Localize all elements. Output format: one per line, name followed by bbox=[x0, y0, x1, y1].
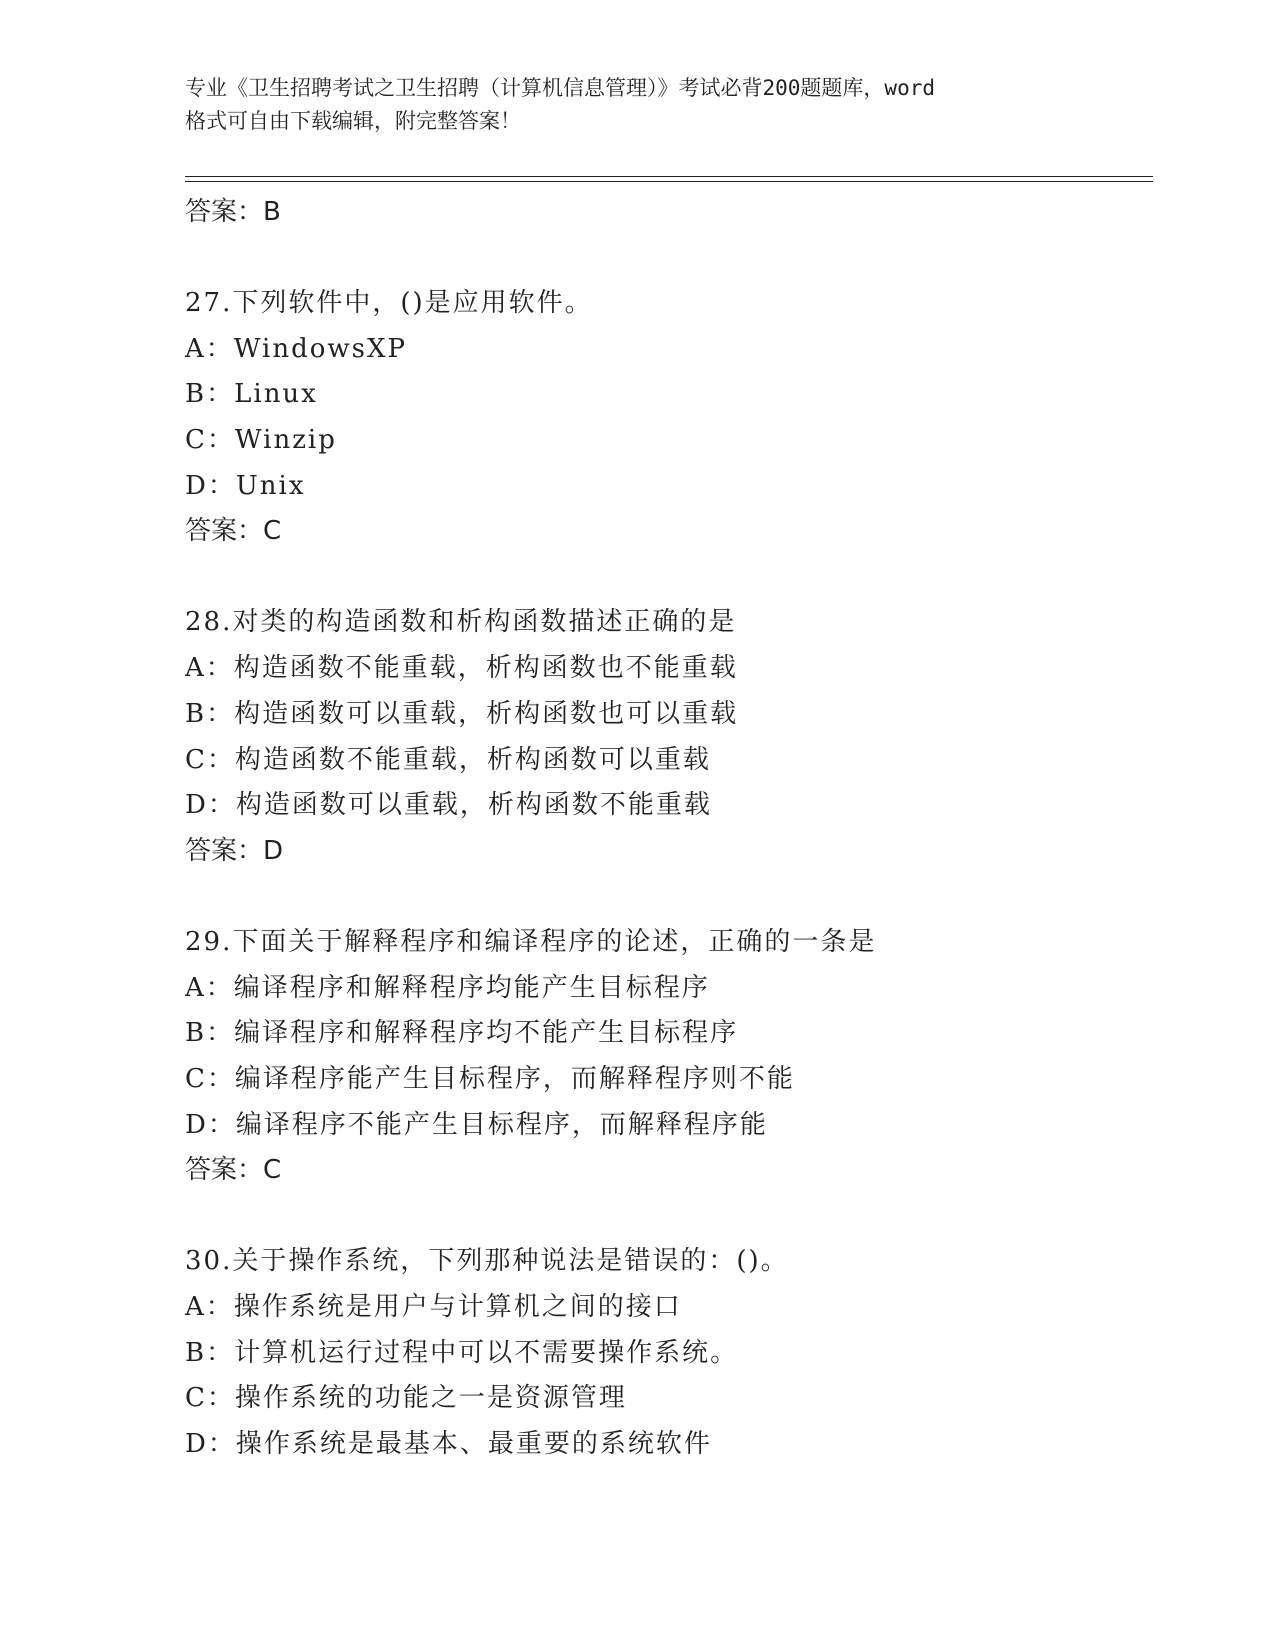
option-a: A：编译程序和解释程序均能产生目标程序 bbox=[185, 972, 710, 1003]
answer-label: 答案：D bbox=[185, 835, 284, 866]
option-b: B：计算机运行过程中可以不需要操作系统。 bbox=[185, 1337, 739, 1368]
option-c: C：构造函数不能重载，析构函数可以重载 bbox=[185, 744, 711, 775]
document-header bbox=[185, 72, 1085, 138]
header-divider-bottom bbox=[185, 181, 1153, 182]
option-b: B：Linux bbox=[185, 379, 318, 410]
question-block-27 bbox=[185, 281, 1153, 554]
option-a: A：WindowsXP bbox=[185, 333, 408, 364]
header-line-1: 专业《卫生招聘考试之卫生招聘（计算机信息管理）》考试必背200题题库，word bbox=[185, 76, 935, 100]
spacer bbox=[185, 1193, 1153, 1239]
question-block-28 bbox=[185, 600, 1153, 873]
option-b: B：编译程序和解释程序均不能产生目标程序 bbox=[185, 1018, 739, 1049]
spacer bbox=[185, 554, 1153, 600]
answer-label: 答案：C bbox=[185, 516, 282, 547]
spacer bbox=[185, 235, 1153, 281]
question-list bbox=[185, 190, 1153, 1468]
question-text: 27.下列软件中，()是应用软件。 bbox=[185, 288, 593, 318]
option-c: C：Winzip bbox=[185, 425, 337, 456]
answer-label: 答案：B bbox=[185, 197, 281, 227]
option-a: A：操作系统是用户与计算机之间的接口 bbox=[185, 1292, 682, 1322]
question-text: 30.关于操作系统，下列那种说法是错误的：()。 bbox=[185, 1246, 789, 1277]
option-d: D：构造函数可以重载，析构函数不能重载 bbox=[185, 790, 712, 821]
question-text: 28.对类的构造函数和析构函数描述正确的是 bbox=[185, 607, 737, 638]
option-a: A：构造函数不能重载，析构函数也不能重载 bbox=[185, 653, 738, 684]
question-text: 29.下面关于解释程序和编译程序的论述，正确的一条是 bbox=[185, 926, 877, 957]
spacer bbox=[185, 874, 1153, 920]
answer-label: 答案：C bbox=[185, 1155, 282, 1186]
option-c: C：编译程序能产生目标程序，而解释程序则不能 bbox=[185, 1063, 795, 1094]
option-c: C：操作系统的功能之一是资源管理 bbox=[185, 1383, 627, 1414]
option-d: D：操作系统是最基本、最重要的系统软件 bbox=[185, 1429, 712, 1460]
question-block-29 bbox=[185, 920, 1153, 1193]
option-d: D：编译程序不能产生目标程序，而解释程序能 bbox=[185, 1109, 768, 1140]
header-line-2: 格式可自由下载编辑，附完整答案！ bbox=[185, 109, 521, 133]
header-divider-top bbox=[185, 176, 1153, 177]
option-b: B：构造函数可以重载，析构函数也可以重载 bbox=[185, 698, 739, 729]
option-d: D：Unix bbox=[185, 470, 306, 501]
question-block-30 bbox=[185, 1239, 1153, 1467]
